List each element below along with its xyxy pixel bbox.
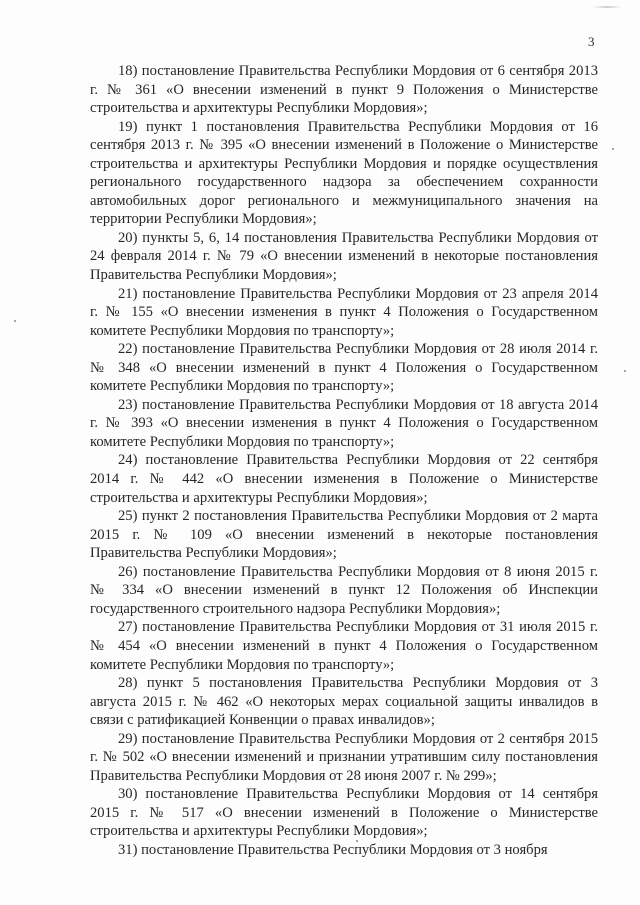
document-body: [90, 62, 598, 860]
list-item: 30) постановление Правительства Республики Мордовия от 14 сентября 2015 г. № 517 «О внесении изменений в Положение о Министерстве строительства и архитектуры Республики Мордовия»;: [90, 786, 598, 840]
list-item: 26) постановление Правительства Республики Мордовия от 8 июня 2015 г. № 334 «О внесении изменений в пункт 12 Положения об Инспекции государственного строительного надзора Республики Мордовия»;: [90, 563, 598, 617]
list-item: 24) постановление Правительства Республики Мордовия от 22 сентября 2014 г. № 442 «О внесении изменения в Положение о Министерстве строительства и архитектуры Республики Мордовия»;: [90, 452, 598, 506]
scan-speck: [624, 370, 626, 372]
list-item: 27) постановление Правительства Республики Мордовия от 31 июля 2015 г. № 454 «О внесении изменений в пункт 4 Положения о Государственном комитете Республики Мордовия по транспорту»;: [90, 619, 598, 673]
list-item: 22) постановление Правительства Республики Мордовия от 28 июля 2014 г. № 348 «О внесении изменений в пункт 4 Положения о Государственном комитете Республики Мордовия по транспорту»;: [90, 341, 598, 395]
scan-speck: [612, 148, 614, 150]
list-item: 29) постановление Правительства Республики Мордовия от 2 сентября 2015 г. № 502 «О внесении изменений и признании утратившим силу постановления Правительства Республики Мордовия от 28 июня 2007 г. № 299»;: [90, 730, 598, 784]
list-item: 18) постановление Правительства Республики Мордовия от 6 сентября 2013 г. № 361 «О внесении изменений в пункт 9 Положения о Министерстве строительства и архитектуры Республики Мордовия»;: [90, 63, 598, 117]
page-number: 3: [588, 34, 595, 49]
list-item: 28) пункт 5 постановления Правительства Республики Мордовия от 3 августа 2015 г. № 462 «О некоторых мерах социальной защиты инвалидов в связи с ратификацией Конвенции о правах инвалидов»;: [90, 675, 598, 729]
list-item: 25) пункт 2 постановления Правительства Республики Мордовия от 2 марта 2015 г. № 109 «О внесении изменений в некоторые постановления Правительства Республики Мордовия»;: [90, 508, 598, 562]
scan-speck: [14, 320, 16, 322]
list-item: 21) постановление Правительства Республики Мордовия от 23 апреля 2014 г. № 155 «О внесении изменения в пункт 4 Положения о Государственном комитете Республики Мордовия по транспорту»;: [90, 285, 598, 339]
list-item: 31) постановление Правительства Республики Мордовия от 3 ноября: [118, 841, 548, 858]
list-item: 23) постановление Правительства Республики Мордовия от 18 августа 2014 г. № 393 «О внесении изменения в пункт 4 Положения о Государственном комитете Республики Мордовия по транспорту»;: [90, 396, 598, 450]
list-item: 20) пункты 5, 6, 14 постановления Правительства Республики Мордовия от 24 февраля 2014 г. № 79 «О внесении изменений в некоторые постановления Правительства Республики Мордовия»;: [90, 229, 598, 284]
scan-artifact: [592, 6, 622, 8]
list-item: 19) пункт 1 постановления Правительства Республики Мордовия от 16 сентября 2013 г. № 395 «О внесении изменений в Положение о Министерстве строительства и архитектуры Республики Мордовия и порядке осуществления регионального государственного надзора за обеспечением сохранности автомобильных дорог регионального и межмуниципального значения на территории Республики Мордовия»;: [90, 118, 598, 228]
